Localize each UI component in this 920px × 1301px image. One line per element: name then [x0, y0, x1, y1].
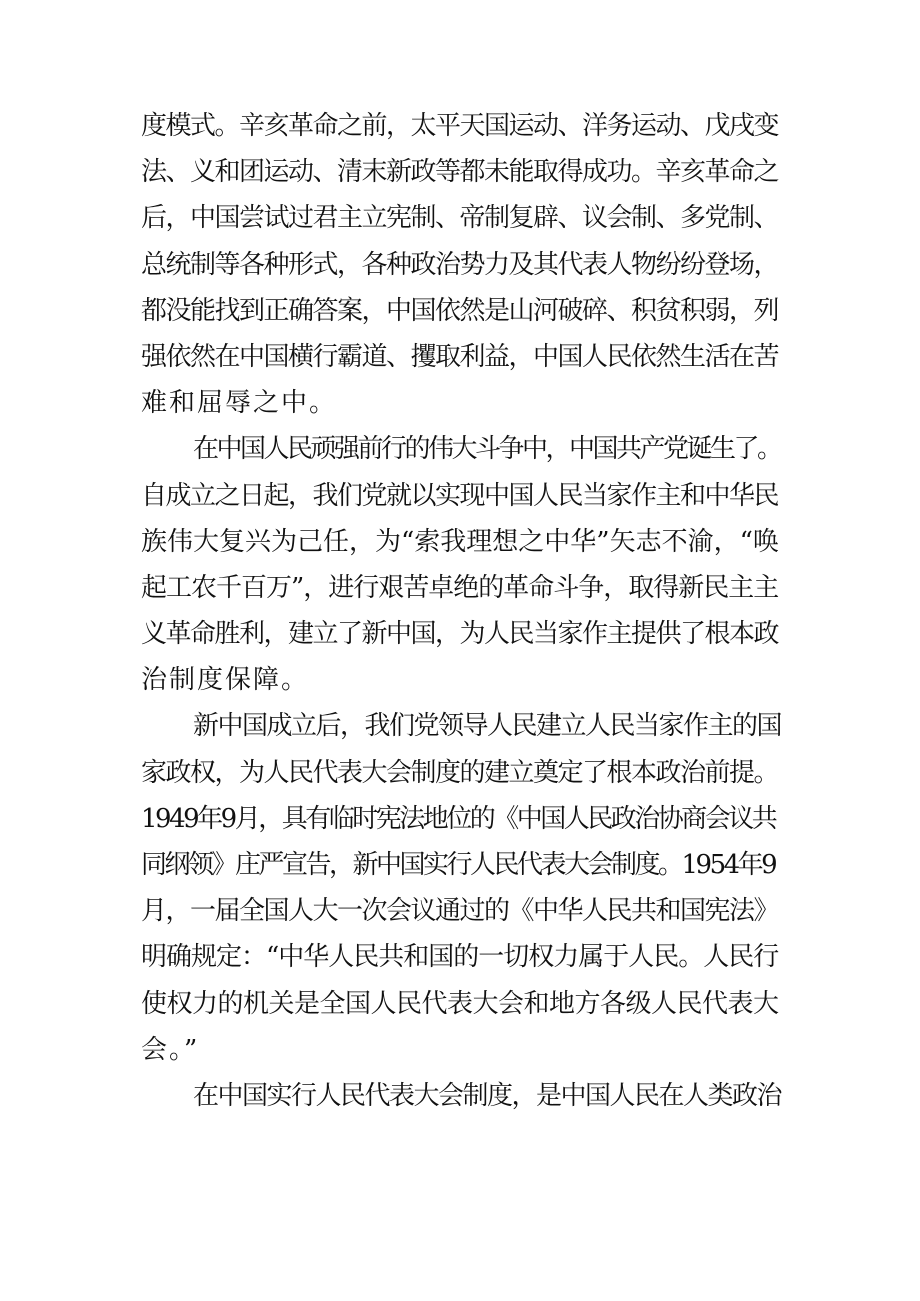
text-line: 起工农千百万”，进行艰苦卓绝的革命斗争，取得新民主主 [141, 572, 779, 603]
paragraph-first-line: 新中国成立后，我们党领导人民建立人民当家作主的国 [193, 711, 782, 742]
text-line: 明确规定：“中华人民共和国的一切权力属于人民。人民行 [141, 942, 779, 973]
text-line: 自成立之日起，我们党就以实现中国人民当家作主和中华民 [141, 480, 779, 511]
text-line: 总统制等各种形式，各种政治势力及其代表人物纷纷登场， [141, 249, 779, 280]
paragraph-first-line: 在中国人民顽强前行的伟大斗争中，中国共产党诞生了。 [193, 434, 781, 465]
text-line: 后，中国尝试过君主立宪制、帝制复辟、议会制、多党制、 [141, 203, 779, 234]
text-line: 月，一届全国人大一次会议通过的《中华人民共和国宪法》 [141, 896, 779, 927]
text-line: 难和屈辱之中。 [141, 388, 338, 419]
text-line: 族伟大复兴为己任，为“索我理想之中华”矢志不渝，“唤 [141, 526, 779, 557]
text-line: 使权力的机关是全国人民代表大会和地方各级人民代表大 [141, 988, 779, 1019]
text-line: 义革命胜利，建立了新中国，为人民当家作主提供了根本政 [141, 619, 779, 650]
text-line: 1949年9月，具有临时宪法地位的《中国人民政治协商会议共 [141, 803, 776, 834]
text-line: 强依然在中国横行霸道、攫取利益，中国人民依然生活在苦 [141, 341, 779, 372]
body-text [141, 103, 781, 1119]
text-line: 治制度保障。 [141, 665, 310, 696]
text-line: 同纲领》庄严宣告，新中国实行人民代表大会制度。1954年9 [141, 850, 776, 880]
text-line: 家政权，为人民代表大会制度的建立奠定了根本政治前提。 [141, 757, 779, 788]
text-line: 会。” [141, 1034, 200, 1065]
text-line: 度模式。辛亥革命之前，太平天国运动、洋务运动、戊戌变 [141, 111, 779, 141]
text-line: 都没能找到正确答案，中国依然是山河破碎、积贫积弱，列 [141, 295, 779, 326]
text-line: 法、义和团运动、清末新政等都未能取得成功。辛亥革命之 [141, 157, 779, 188]
paragraph-first-line: 在中国实行人民代表大会制度，是中国人民在人类政治 [193, 1080, 782, 1111]
